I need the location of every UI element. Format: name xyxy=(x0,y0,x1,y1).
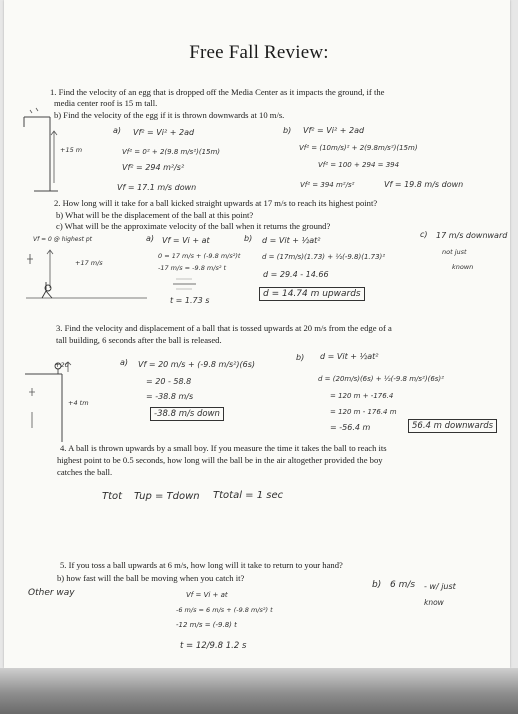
q1a-line3: Vf² = 294 m²/s² xyxy=(122,163,185,172)
q5b-line3: know xyxy=(424,598,444,607)
q1-side-note: +15 m xyxy=(60,146,83,154)
q2b-line2: d = (17m/s)(1.73) + ½(-9.8)(1.73)² xyxy=(262,253,386,261)
q4-work1: Ttot xyxy=(102,491,123,502)
q2-side-note: +17 m/s xyxy=(75,259,103,267)
q3-text-line1: 3. Find the velocity and displacement of a ball that is tossed upwards at 20 m/s from the edge of a xyxy=(56,323,392,333)
q5a-line2: -6 m/s = 6 m/s + (-9.8 m/s²) t xyxy=(176,606,273,614)
q5a-line3: -12 m/s = (-9.8) t xyxy=(176,621,237,629)
q1b-label: b) xyxy=(283,126,292,135)
q4-text-line3: catches the ball. xyxy=(57,467,113,477)
q1b-text: b) Find the velocity of the egg if it is thrown downwards at 10 m/s. xyxy=(54,110,285,120)
q3b-label: b) xyxy=(296,353,305,362)
q3a-label: a) xyxy=(120,358,129,367)
q3-text-line2: tall building, 6 seconds after the ball is released. xyxy=(56,335,222,345)
q2-note: Vf = 0 @ highest pt xyxy=(33,236,93,243)
q1b-line2: Vf² = (10m/s)² + 2(9.8m/s²)(15m) xyxy=(299,144,418,152)
q3-side-note1: +20 xyxy=(55,361,69,369)
q3a-line2: = 20 - 58.8 xyxy=(146,377,192,386)
q5b-text: b) how fast will the ball be moving when you catch it? xyxy=(57,573,245,583)
q1a-line1: Vf² = Vi² + 2ad xyxy=(133,128,195,137)
q3-side-note2: +4 tm xyxy=(68,399,89,407)
q5-left-note: Other way xyxy=(28,588,75,598)
q4-work2: Tup = Tdown xyxy=(134,491,200,502)
q5b-label: b) xyxy=(372,580,382,590)
q2a-line4: t = 1.73 s xyxy=(170,296,210,305)
q2c-line2: not just xyxy=(442,248,467,256)
q3b-answer-box: 56.4 m downwards xyxy=(408,419,497,433)
q2c-label: c) xyxy=(420,230,428,239)
q2c-line3: known xyxy=(452,263,474,271)
q2a-line2: 0 = 17 m/s + (-9.8 m/s²)t xyxy=(158,252,241,260)
q2a-line3: -17 m/s = -9.8 m/s² t xyxy=(158,264,227,272)
q1b-line5: Vf = 19.8 m/s down xyxy=(384,180,464,189)
q1a-line4: Vf = 17.1 m/s down xyxy=(117,183,197,192)
q1-text-line1: 1. Find the velocity of an egg that is dropped off the Media Center as it impacts the ground, if the xyxy=(50,87,385,97)
q1a-label: a) xyxy=(113,126,122,135)
page-title: Free Fall Review: xyxy=(189,42,329,63)
q2-kick-sketch xyxy=(22,238,152,308)
q5b-line1: 6 m/s xyxy=(390,580,416,590)
q1b-line4: Vf² = 394 m²/s² xyxy=(300,181,355,189)
q3b-line5: = -56.4 m xyxy=(330,423,371,432)
q4-text-line1: 4. A ball is thrown upwards by a small boy. If you measure the time it takes the ball to reach its xyxy=(60,443,387,453)
q2a-line1: Vf = Vi + at xyxy=(162,236,210,245)
q3b-line3: = 120 m + -176.4 xyxy=(330,392,394,400)
q2b-text: b) What will be the displacement of the ball at this point? xyxy=(56,210,254,220)
q1-building-sketch xyxy=(20,105,60,195)
q5a-line4: t = 12/9.8 1.2 s xyxy=(180,641,247,651)
q2a-label: a) xyxy=(146,234,155,243)
q4-work3: Ttotal = 1 sec xyxy=(213,490,284,501)
q3b-line4: = 120 m - 176.4 m xyxy=(330,408,397,416)
q5-text-line1: 5. If you toss a ball upwards at 6 m/s, how long will it take to return to your hand? xyxy=(60,560,343,570)
q2c-line1: 17 m/s downward xyxy=(436,231,508,240)
q1-text-line2: media center roof is 15 m tall. xyxy=(54,98,158,108)
q2-text-line1: 2. How long will it take for a ball kicked straight upwards at 17 m/s to reach its highest point? xyxy=(54,198,378,208)
q1b-line1: Vf² = Vi² + 2ad xyxy=(303,126,365,135)
q2b-label: b) xyxy=(244,234,253,243)
q2c-text: c) What will be the approximate velocity of the ball when it returns the ground? xyxy=(56,221,331,231)
q3a-answer-box: -38.8 m/s down xyxy=(150,407,224,421)
q5b-line2: - w/ just xyxy=(424,582,456,591)
q4-text-line2: highest point to be 0.5 seconds, how long will the ball be in the air altogether provided the boy xyxy=(57,455,383,465)
q5a-line1: Vf = Vi + at xyxy=(186,591,228,599)
q2a-fraction-sketch xyxy=(170,275,200,293)
q3b-line2: d = (20m/s)(6s) + ½(-9.8 m/s²)(6s)² xyxy=(318,375,444,383)
q2b-answer-box: d = 14.74 m upwards xyxy=(259,287,365,301)
q3a-line3: = -38.8 m/s xyxy=(146,392,194,401)
q3a-line1: Vf = 20 m/s + (-9.8 m/s²)(6s) xyxy=(138,360,256,369)
q2b-line1: d = Vit + ½at² xyxy=(262,236,321,245)
q1b-line3: Vf² = 100 + 294 = 394 xyxy=(318,161,400,169)
q3b-line1: d = Vit + ½at² xyxy=(320,352,379,361)
q2b-line3: d = 29.4 - 14.66 xyxy=(263,270,329,279)
scan-shadow xyxy=(0,668,518,714)
q1a-line2: Vf² = 0² + 2(9.8 m/s²)(15m) xyxy=(122,148,221,156)
